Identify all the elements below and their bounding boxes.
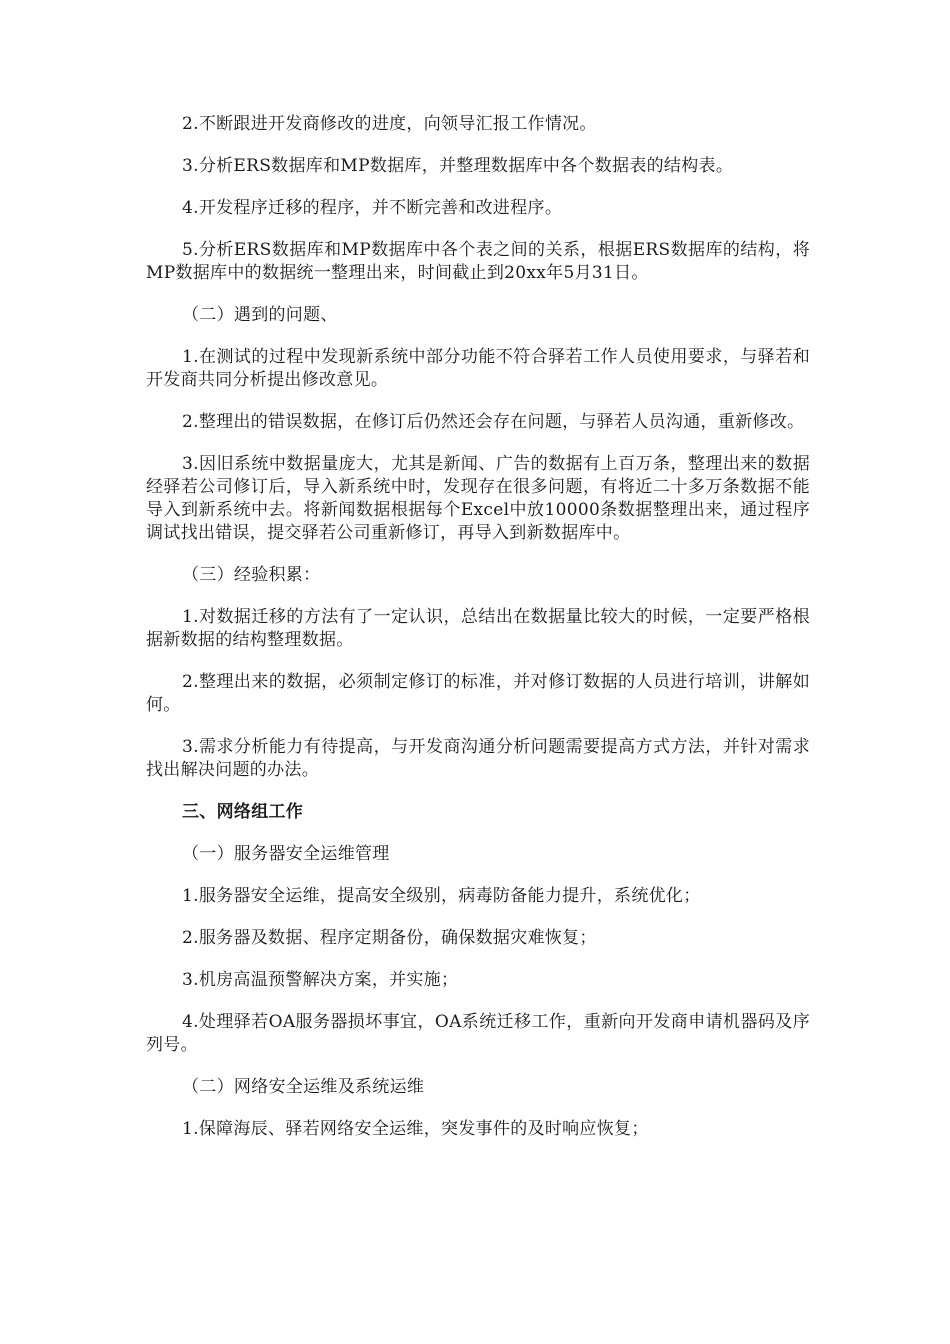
- paragraph-database-analysis: 3.分析ERS数据库和MP数据库，并整理数据库中各个数据表的结构表。: [182, 156, 734, 176]
- section-heading-problems: （二）遇到的问题、: [182, 305, 338, 325]
- section-heading-experience: （三）经验积累：: [182, 565, 321, 585]
- paragraph-experience-3: 3.需求分析能力有待提高，与开发商沟通分析问题需要提高方式方法，并针对需求找出解决问题的办法。: [146, 737, 810, 780]
- subsection-heading-network-ops: （二）网络安全运维及系统运维: [182, 1077, 425, 1097]
- paragraph-problem-1: 1.在测试的过程中发现新系统中部分功能不符合驿若工作人员使用要求，与驿若和开发商共同分析提出修改意见。: [146, 347, 810, 390]
- paragraph-server-ops-4: 4.处理驿若OA服务器损坏事宜，OA系统迁移工作，重新向开发商申请机器码及序列号。: [146, 1012, 810, 1055]
- paragraph-experience-2: 2.整理出来的数据，必须制定修订的标准，并对修订数据的人员进行培训，讲解如何。: [146, 672, 810, 715]
- paragraph-server-ops-2: 2.服务器及数据、程序定期备份，确保数据灾难恢复；: [182, 928, 597, 948]
- paragraph-experience-1: 1.对数据迁移的方法有了一定认识，总结出在数据量比较大的时候，一定要严格根据新数据的结构整理数据。: [146, 607, 810, 650]
- paragraph-server-ops-3: 3.机房高温预警解决方案，并实施；: [182, 970, 459, 990]
- subsection-heading-server-ops: （一）服务器安全运维管理: [182, 844, 390, 864]
- paragraph-migration-program: 4.开发程序迁移的程序，并不断完善和改进程序。: [182, 198, 563, 218]
- paragraph-network-ops-1: 1.保障海辰、驿若网络安全运维，突发事件的及时响应恢复；: [182, 1119, 649, 1139]
- section-heading-network-group: 三、网络组工作: [182, 802, 304, 822]
- paragraph-problem-2: 2.整理出的错误数据，在修订后仍然还会存在问题，与驿若人员沟通，重新修改。: [182, 412, 805, 432]
- paragraph-table-relations: 5.分析ERS数据库和MP数据库中各个表之间的关系，根据ERS数据库的结构，将MP数据库中的数据统一整理出来，时间截止到20xx年5月31日。: [146, 240, 810, 283]
- document-body: [146, 113, 810, 1160]
- paragraph-server-ops-1: 1.服务器安全运维，提高安全级别，病毒防备能力提升，系统优化；: [182, 886, 701, 906]
- paragraph-problem-3: 3.因旧系统中数据量庞大，尤其是新闻、广告的数据有上百万条，整理出来的数据经驿若公司修订后，导入新系统中时，发现存在很多问题，有将近二十多万条数据不能导入到新系统中去。将新闻数据根据每个Excel中放10000条数据整理出来，通过程序调试找出错误，提交驿若公司重新修订，再导入到新数据库中。: [146, 454, 810, 543]
- paragraph-progress-tracking: 2.不断跟进开发商修改的进度，向领导汇报工作情况。: [182, 114, 597, 134]
